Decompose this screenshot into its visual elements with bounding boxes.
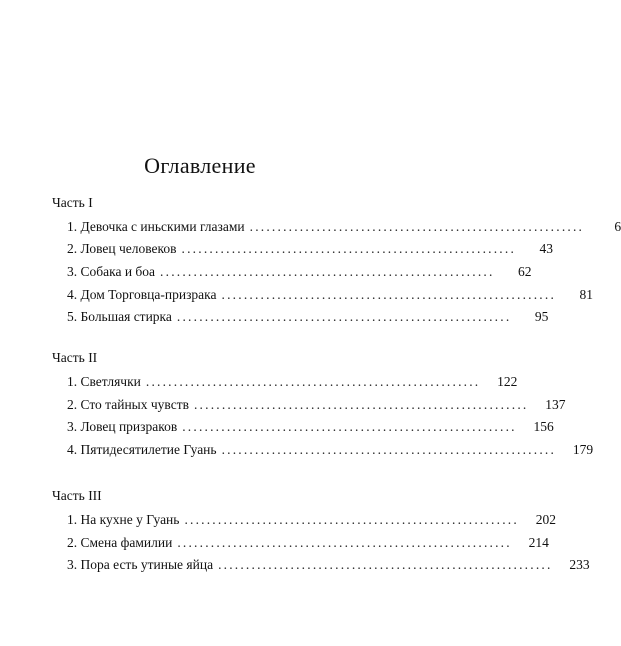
toc-entry [67,240,554,257]
toc-entry-label: 3. Ловец призраков [67,419,178,434]
dot-leader: ............................................................ [181,241,517,256]
part-heading-1: Часть I [52,195,93,210]
toc-entry-page: 6 [614,219,621,234]
dot-leader: ............................................................ [184,512,519,527]
toc-entry-page: 214 [528,535,549,550]
toc-entry [67,418,554,435]
toc-entry-page: 43 [539,241,554,256]
part-heading-3: Часть III [52,488,102,503]
part-heading-2: Часть II [52,350,98,365]
dot-leader: ............................................................ [160,264,495,279]
dot-leader: ............................................................ [176,309,512,324]
toc-entry [67,534,549,551]
toc-entry [67,308,549,325]
toc-entry-label: 2. Ловец человеков [67,241,177,256]
toc-entry [67,263,532,280]
toc-entry [67,396,566,413]
dot-leader: ............................................................ [221,442,557,457]
dot-leader: ............................................................ [249,219,585,234]
toc-entry-label: 3. Собака и боа [67,264,156,279]
toc-entry-label: 1. На кухне у Гуань [67,512,180,527]
toc-entry-label: 4. Дом Торговца-призрака [67,287,217,302]
toc-entry-label: 1. Светлячки [67,374,141,389]
toc-entry [67,511,556,528]
toc-entry-page: 156 [533,419,554,434]
dot-leader: ............................................................ [218,557,553,572]
dot-leader: ............................................................ [182,419,517,434]
toc-entry-label: 4. Пятидесятилетие Гуань [67,442,217,457]
toc-entry-page: 202 [535,512,556,527]
toc-entry-page: 62 [518,264,532,279]
dot-leader: ............................................................ [145,374,481,389]
toc-entry-page: 95 [534,309,549,324]
toc-entry-label: 3. Пора есть утиные яйца [67,557,214,572]
page-title: Оглавление [144,153,256,178]
toc-entry [67,286,594,303]
toc-entry [67,441,594,458]
toc-entry-label: 5. Большая стирка [67,309,172,324]
dot-leader: ............................................................ [193,397,529,412]
toc-entry-label: 1. Девочка с иньскими глазами [67,219,245,234]
toc-entry [67,373,518,390]
toc-entry-page: 137 [545,397,566,412]
toc-entry-page: 81 [579,287,594,302]
toc-entry [67,556,590,573]
toc-entry-page: 122 [497,374,518,389]
toc-entry-page: 233 [569,557,590,572]
toc-entry-label: 2. Смена фамилии [67,535,173,550]
dot-leader: ............................................................ [177,535,512,550]
toc-entry-label: 2. Сто тайных чувств [67,397,189,412]
toc-entry-page: 179 [572,442,594,457]
dot-leader: ............................................................ [221,287,557,302]
toc-entry [67,218,621,235]
